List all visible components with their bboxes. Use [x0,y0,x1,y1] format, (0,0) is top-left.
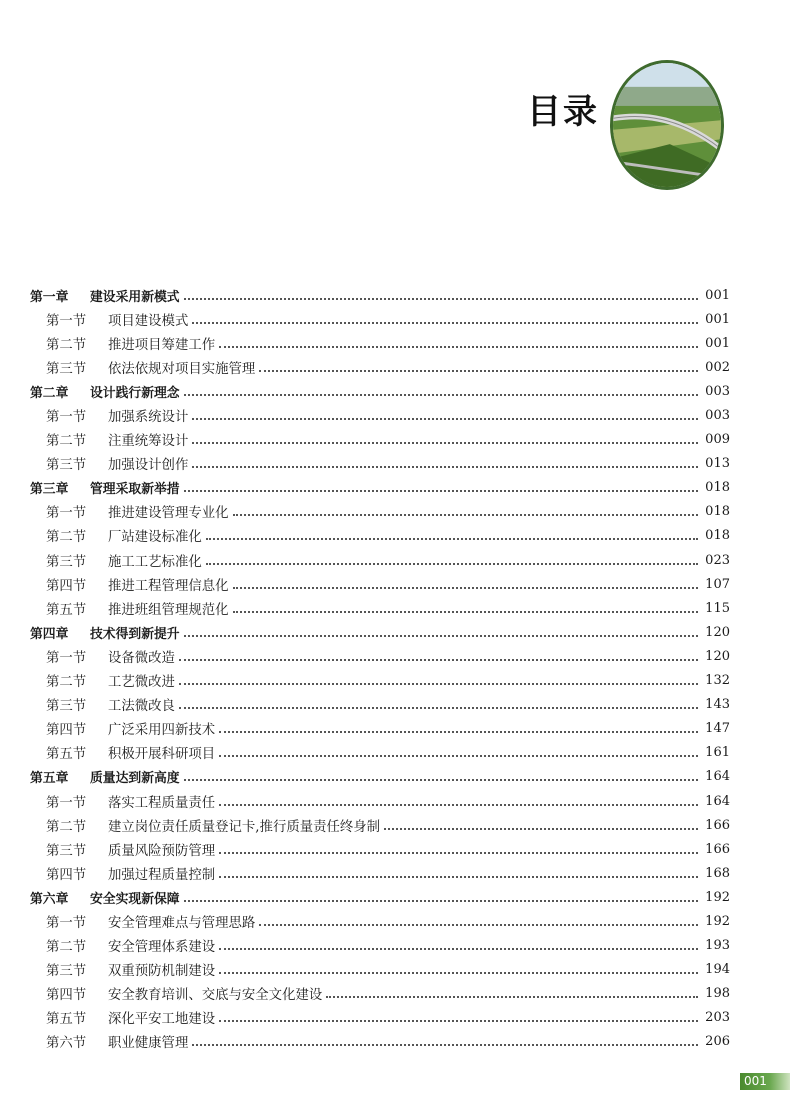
section-title: 推进项目筹建工作 [108,337,216,353]
toc-section-row[interactable] [30,861,730,885]
section-label: 第二节 [46,530,87,546]
toc-section-row[interactable] [30,403,730,427]
toc-section-row[interactable] [30,909,730,933]
section-label: 第三节 [46,361,87,377]
section-title: 设备微改造 [108,650,175,666]
section-label: 第三节 [46,458,87,474]
leader-dots [179,682,698,685]
chapter-title: 管理采取新举措 [90,482,180,498]
page-ref: 166 [705,817,730,833]
leader-dots [219,345,698,348]
chapter-title: 质量达到新高度 [90,771,180,787]
toc-section-row[interactable] [30,813,730,837]
section-title: 工艺微改进 [108,675,175,691]
page-ref: 192 [705,889,730,905]
section-title: 落实工程质量责任 [108,795,216,811]
toc-section-row[interactable] [30,500,730,524]
toc-section-row[interactable] [30,524,730,548]
toc-section-row[interactable] [30,717,730,741]
section-label: 第二节 [46,675,87,691]
section-title: 安全管理体系建设 [108,940,216,956]
leader-dots [184,778,698,781]
chapter-label: 第四章 [30,626,69,642]
leader-dots [192,417,698,420]
toc-chapter-row[interactable] [30,765,730,789]
section-title: 双重预防机制建设 [108,964,216,980]
page-ref: 013 [705,456,730,472]
leader-dots [233,610,698,613]
section-label: 第一节 [46,650,87,666]
toc-chapter-row[interactable] [30,476,730,500]
toc-section-row[interactable] [30,572,730,596]
toc-section-row[interactable] [30,428,730,452]
leader-dots [192,1043,698,1046]
page-ref: 206 [705,1034,730,1050]
section-label: 第一节 [46,915,87,931]
section-label: 第四节 [46,867,87,883]
section-label: 第五节 [46,747,87,763]
chapter-label: 第三章 [30,482,69,498]
toc-section-row[interactable] [30,789,730,813]
section-title: 质量风险预防管理 [108,843,216,859]
section-title: 加强设计创作 [108,458,189,474]
page-ref: 168 [705,865,730,881]
section-title: 建立岗位责任质量登记卡,推行质量责任终身制 [108,819,381,835]
leader-dots [192,441,698,444]
table-of-contents [30,283,730,1054]
toc-section-row[interactable] [30,452,730,476]
section-label: 第五节 [46,602,87,618]
page-title: 目录 [527,92,599,132]
leader-dots [259,369,698,372]
page-ref: 009 [705,432,730,448]
page-ref: 166 [705,841,730,857]
section-title: 施工工艺标准化 [108,554,202,570]
section-label: 第一节 [46,410,87,426]
toc-section-row[interactable] [30,837,730,861]
toc-chapter-row[interactable] [30,885,730,909]
page-ref: 115 [705,600,730,616]
page-number: 001 [740,1073,790,1090]
toc-section-row[interactable] [30,934,730,958]
leader-dots [384,827,698,830]
leader-dots [184,489,698,492]
leader-dots [259,923,698,926]
leader-dots [192,321,698,324]
page-ref: 120 [705,648,730,664]
page-ref: 023 [705,552,730,568]
section-title: 项目建设模式 [108,313,189,329]
leader-dots [233,586,698,589]
leader-dots [184,393,698,396]
toc-chapter-row[interactable] [30,283,730,307]
section-title: 积极开展科研项目 [108,747,216,763]
section-title: 加强过程质量控制 [108,867,216,883]
toc-section-row[interactable] [30,307,730,331]
section-title: 安全管理难点与管理思路 [108,915,256,931]
leader-dots [219,1019,698,1022]
section-title: 推进班组管理规范化 [108,602,229,618]
section-label: 第二节 [46,337,87,353]
section-label: 第一节 [46,506,87,522]
section-title: 厂站建设标准化 [108,530,202,546]
leader-dots [219,730,698,733]
section-label: 第一节 [46,795,87,811]
section-label: 第五节 [46,1012,87,1028]
page-ref: 164 [705,793,730,809]
page-ref: 001 [705,311,730,327]
highway-bridge-photo [610,60,724,190]
page-ref: 001 [705,335,730,351]
toc-section-row[interactable] [30,355,730,379]
section-title: 工法微改良 [108,699,175,715]
leader-dots [233,513,698,516]
page-ref: 203 [705,1010,730,1026]
leader-dots [219,754,698,757]
leader-dots [192,465,698,468]
toc-section-row[interactable] [30,1006,730,1030]
leader-dots [184,634,698,637]
leader-dots [206,562,698,565]
section-label: 第二节 [46,434,87,450]
page-ref: 001 [705,287,730,303]
section-label: 第四节 [46,723,87,739]
chapter-title: 建设采用新模式 [90,289,180,305]
toc-section-row[interactable] [30,741,730,765]
page-ref: 003 [705,383,730,399]
page-ref: 147 [705,721,730,737]
section-label: 第三节 [46,554,87,570]
toc-chapter-row[interactable] [30,379,730,403]
section-title: 依法依规对项目实施管理 [108,361,256,377]
toc-section-row[interactable] [30,1030,730,1054]
section-label: 第二节 [46,819,87,835]
chapter-label: 第一章 [30,289,69,305]
leader-dots [206,537,698,540]
section-title: 推进工程管理信息化 [108,578,229,594]
page-ref: 194 [705,962,730,978]
page-ref: 003 [705,408,730,424]
toc-section-row[interactable] [30,669,730,693]
section-label: 第三节 [46,964,87,980]
toc-section-row[interactable] [30,958,730,982]
section-label: 第三节 [46,843,87,859]
leader-dots [179,706,698,709]
page-ref: 192 [705,913,730,929]
page-ref: 198 [705,986,730,1002]
section-title: 安全教育培训、交底与安全文化建设 [108,988,323,1004]
page-ref: 018 [705,528,730,544]
section-label: 第四节 [46,988,87,1004]
leader-dots [219,803,698,806]
section-label: 第六节 [46,1036,87,1052]
toc-section-row[interactable] [30,644,730,668]
page-ref: 132 [705,673,730,689]
page-ref: 164 [705,769,730,785]
chapter-label: 第五章 [30,771,69,787]
section-label: 第三节 [46,699,87,715]
section-title: 加强系统设计 [108,410,189,426]
toc-section-row[interactable] [30,548,730,572]
toc-section-row[interactable] [30,982,730,1006]
page-ref: 120 [705,624,730,640]
section-label: 第一节 [46,313,87,329]
page-ref: 161 [705,745,730,761]
page-ref: 002 [705,359,730,375]
chapter-label: 第六章 [30,891,69,907]
page-ref: 193 [705,938,730,954]
section-title: 注重统筹设计 [108,434,189,450]
page-ref: 018 [705,480,730,496]
leader-dots [326,995,698,998]
toc-section-row[interactable] [30,331,730,355]
leader-dots [219,875,698,878]
toc-section-row[interactable] [30,693,730,717]
section-title: 广泛采用四新技术 [108,723,216,739]
leader-dots [179,658,698,661]
section-label: 第二节 [46,940,87,956]
section-title: 深化平安工地建设 [108,1012,216,1028]
page-ref: 018 [705,504,730,520]
page-ref: 107 [705,576,730,592]
chapter-label: 第二章 [30,385,69,401]
page-ref: 143 [705,697,730,713]
toc-chapter-row[interactable] [30,620,730,644]
leader-dots [184,297,698,300]
section-title: 职业健康管理 [108,1036,189,1052]
leader-dots [184,899,698,902]
leader-dots [219,971,698,974]
toc-section-row[interactable] [30,596,730,620]
chapter-title: 设计践行新理念 [90,385,180,401]
leader-dots [219,851,698,854]
chapter-title: 安全实现新保障 [90,891,180,907]
leader-dots [219,947,698,950]
section-title: 推进建设管理专业化 [108,506,229,522]
chapter-title: 技术得到新提升 [90,626,180,642]
section-label: 第四节 [46,578,87,594]
